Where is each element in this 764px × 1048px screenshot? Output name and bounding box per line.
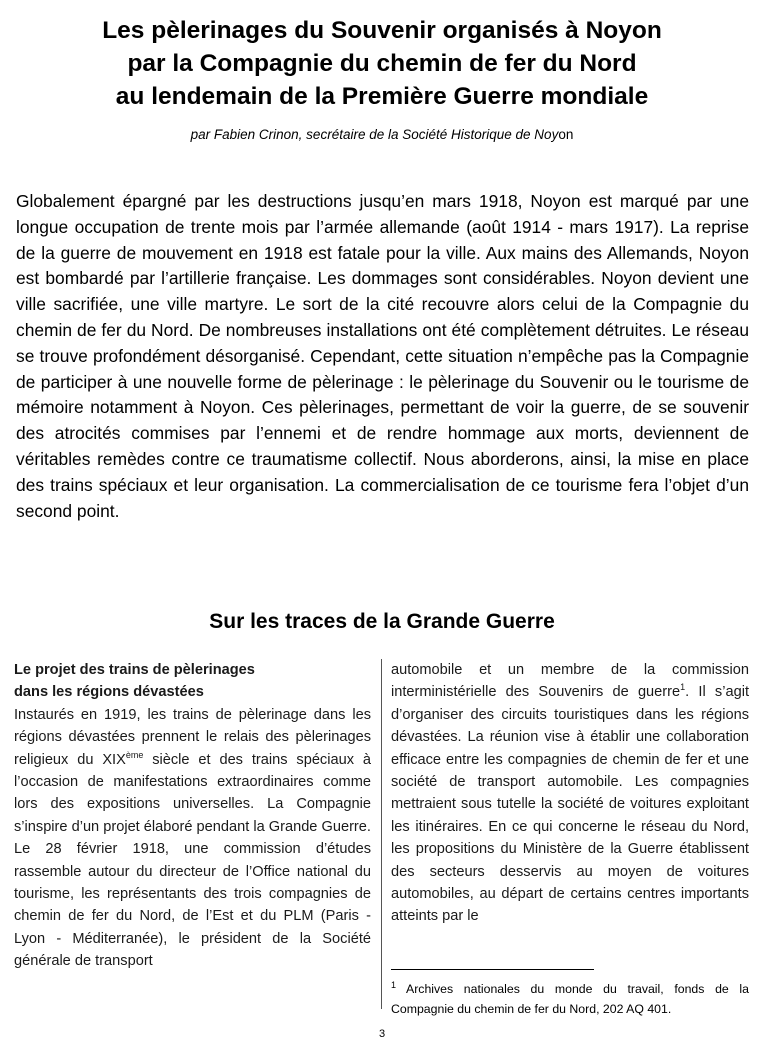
left-p1-text-cont: siècle et des trains spéciaux à l’occasion de manifestations extraordinaires comme lors des expositions universelles. La Compagnie s’inspire d’un projet élaboré pendant la Grande Guerre. — [14, 751, 371, 835]
article-title — [0, 14, 764, 113]
left-paragraph-1 — [14, 704, 371, 838]
title-line-3: au lendemain de la Première Guerre mondiale — [115, 83, 649, 110]
column-divider — [381, 659, 382, 1009]
subsection-heading — [14, 659, 371, 704]
byline-suffix: on — [558, 127, 574, 142]
footnote — [391, 979, 749, 1019]
footnote-reference: 1 — [680, 682, 686, 693]
left-column — [14, 659, 371, 973]
title-line-1: Les pèlerinages du Souvenir organisés à Noyon — [102, 17, 662, 44]
section-title: Sur les traces de la Grande Guerre — [209, 610, 555, 633]
century-superscript: ème — [125, 749, 144, 760]
footnote-separator — [391, 969, 594, 970]
author-byline — [0, 127, 764, 143]
byline-prefix: par Fabien Crinon, secrétaire de la Société Historique de Noy — [190, 127, 559, 142]
left-paragraph-2: Le 28 février 1918, une commission d’études rassemble autour du directeur de l’Office national du tourisme, les représentants des trois compagnies de chemin de fer du Nord, de l’Est et du PLM (Paris - Lyon - Méditerranée), le président de la Société générale de transport — [14, 841, 371, 970]
subsection-heading-line-1: Le projet des trains de pèlerinages — [14, 662, 255, 678]
page-number: 3 — [378, 1028, 386, 1040]
title-line-2: par la Compagnie du chemin de fer du Nord — [127, 50, 637, 77]
right-column — [391, 659, 749, 928]
footnote-text: Archives nationales du monde du travail, fonds de la Compagnie du chemin de fer du Nord, 202 AQ 401. — [391, 982, 749, 1016]
right-p1-text: automobile et un membre de la commission interministérielle des Souvenirs de guerre — [391, 662, 749, 701]
right-paragraph-1 — [391, 659, 749, 928]
left-p1-text: Instaurés en 1919, les trains de pèlerinage dans les régions dévastées prennent le relais des pèlerinages religieux du XIX — [14, 706, 371, 768]
intro-paragraph: Globalement épargné par les destructions jusqu’en mars 1918, Noyon est marqué par une longue occupation de trente mois par l’armée allemande (août 1914 - mars 1917). La reprise de la guerre de mouvement en 1918 est fatale pour la ville. Aux mains des Allemands, Noyon est bombardé par l’artillerie française. Les dommages sont considérables. Noyon devient une ville sacrifiée, une ville martyre. Le sort de la cité recouvre alors celui de la Compagnie du chemin de fer du Nord. De nombreuses installations ont été complètement détruites. Le réseau se trouve profondément désorganisé. Cependant, cette situation n’empêche pas la Compagnie de participer à une nouvelle forme de pèlerinage : le pèlerinage du Souvenir ou le tourisme de mémoire notamment à Noyon. Ces pèlerinages, permettant de voir la guerre, de se souvenir des atrocités commises par l’ennemi et de rendre hommage aux morts, deviennent de véritables remèdes contre ce traumatisme collectif. Nous aborderons, ainsi, la mise en place des trains spéciaux et leur organisation. La commercialisation de ce tourisme fera l’objet d’un second point. — [16, 191, 749, 521]
subsection-heading-line-2: dans les régions dévastées — [14, 684, 204, 701]
right-p1-text-cont: . Il s’agit d’organiser des circuits touristiques dans les régions dévastées. La réunion vise à établir une collaboration efficace entre les compagnies de chemin de fer et une société de transport automobile. Les compagnies mettraient sous tutelle la société de voitures exploitant les itinéraires. En ce qui concerne le réseau du Nord, les propositions du Ministère de la Guerre établissent des secteurs desservis au moyen de voitures automobiles, au départ de certains centres importants atteints par le — [391, 684, 750, 925]
footnote-marker: 1 — [391, 979, 397, 990]
